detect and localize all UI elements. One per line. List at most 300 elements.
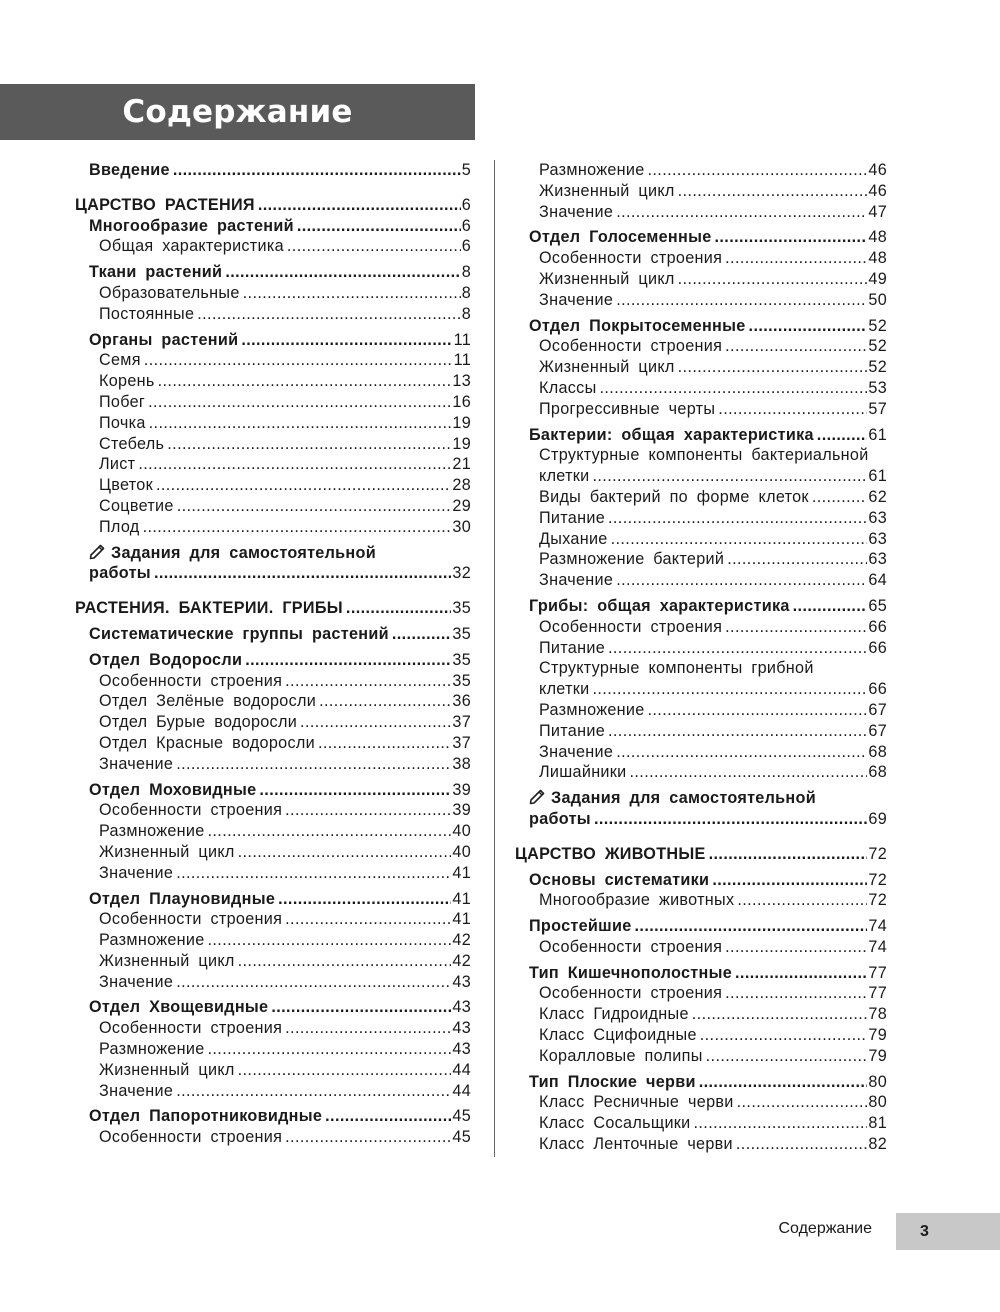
toc-entry-title: Класс Ресничные черви xyxy=(539,1093,734,1112)
toc-entry-page: 46 xyxy=(868,181,887,200)
dot-leader xyxy=(737,890,867,911)
column-divider xyxy=(494,160,495,1157)
toc-entry xyxy=(75,930,471,951)
dot-leader xyxy=(285,1127,451,1148)
dot-leader xyxy=(158,371,452,392)
toc-entry-title: Отдел Голосеменные xyxy=(529,228,712,247)
dot-leader xyxy=(245,650,451,671)
toc-entry-page: 50 xyxy=(868,290,887,309)
toc-entry-page: 63 xyxy=(868,529,887,548)
toc-entry xyxy=(515,508,887,529)
toc-entry xyxy=(75,160,471,181)
toc-entry-page: 8 xyxy=(461,263,471,282)
toc-entry xyxy=(75,972,471,993)
toc-entry-title: Дыхание xyxy=(539,529,608,548)
toc-entry xyxy=(515,1004,887,1025)
toc-entry-page: 13 xyxy=(452,372,471,391)
toc-entry xyxy=(515,269,887,290)
dot-leader xyxy=(319,691,451,712)
toc-entry-title: Значение xyxy=(539,202,614,221)
dot-leader xyxy=(817,425,868,446)
dot-leader xyxy=(318,733,451,754)
dot-leader xyxy=(700,1025,868,1046)
toc-entry xyxy=(75,889,471,910)
toc-entry xyxy=(75,496,471,517)
toc-entry-title: Отдел Покрытосеменные xyxy=(529,316,746,335)
toc-entry-page: 41 xyxy=(452,889,471,908)
toc-entry-page: 37 xyxy=(452,713,471,732)
toc-entry-page: 43 xyxy=(452,972,471,991)
dot-leader xyxy=(608,508,867,529)
toc-entry xyxy=(515,316,887,337)
toc-entry-page: 40 xyxy=(452,842,471,861)
toc-entry-page: 64 xyxy=(868,571,887,590)
toc-entry xyxy=(75,517,471,538)
dot-leader xyxy=(208,930,452,951)
toc-entry xyxy=(75,304,471,325)
toc-entry-page: 77 xyxy=(868,984,887,1003)
toc-entry-page: 30 xyxy=(452,517,471,536)
toc-entry xyxy=(75,951,471,972)
page-number-box xyxy=(896,1213,1000,1250)
dot-leader xyxy=(167,434,451,455)
toc-entry-title: работы xyxy=(529,809,591,828)
toc-entry xyxy=(515,788,887,809)
dot-leader xyxy=(616,570,867,591)
toc-entry-title: Жизненный цикл xyxy=(539,181,675,200)
toc-entry-title: ЦАРСТВО РАСТЕНИЯ xyxy=(75,195,255,214)
dot-leader xyxy=(241,330,452,351)
toc-entry-page: 63 xyxy=(868,550,887,569)
toc-entry-page: 61 xyxy=(868,425,887,444)
toc-entry-title: Тип Кишечнополостные xyxy=(529,963,733,982)
toc-entry-page: 80 xyxy=(868,1072,887,1091)
toc-entry-title: Общая характеристика xyxy=(99,237,284,256)
toc-entry-page: 48 xyxy=(868,228,887,247)
toc-entry xyxy=(515,529,887,550)
toc-entry-title: клетки xyxy=(539,680,590,699)
toc-entry-title: клетки xyxy=(539,467,590,486)
toc-entry xyxy=(75,454,471,475)
dot-leader xyxy=(735,963,867,984)
dot-leader xyxy=(648,700,868,721)
dot-leader xyxy=(611,529,868,550)
toc-entry-title: Ткани растений xyxy=(89,263,223,282)
dot-leader xyxy=(148,392,451,413)
dot-leader xyxy=(737,1092,868,1113)
toc-entry-title: Значение xyxy=(539,742,614,761)
toc-entry xyxy=(515,638,887,659)
dot-leader xyxy=(699,1072,868,1093)
toc-entry-title: Особенности строения xyxy=(539,617,723,636)
toc-entry-page: 39 xyxy=(452,801,471,820)
toc-entry-title: Особенности строения xyxy=(99,910,283,929)
toc-entry-title: Особенности строения xyxy=(539,249,723,268)
dot-leader xyxy=(243,283,461,304)
dot-leader xyxy=(238,842,452,863)
dot-leader xyxy=(176,754,451,775)
toc-entry-page: 44 xyxy=(452,1060,471,1079)
toc-entry-title: Отдел Водоросли xyxy=(89,650,243,669)
toc-entry-page: 77 xyxy=(868,963,887,982)
toc-entry-title: Особенности строения xyxy=(99,671,283,690)
toc-entry-title: Семя xyxy=(99,351,141,370)
dot-leader xyxy=(616,742,867,763)
toc-entry xyxy=(515,1046,887,1067)
toc-entry xyxy=(75,650,471,671)
toc-entry xyxy=(515,248,887,269)
dot-leader xyxy=(725,336,867,357)
toc-entry xyxy=(515,378,887,399)
toc-entry-title: Образовательные xyxy=(99,283,240,302)
dot-leader xyxy=(208,1039,452,1060)
dot-leader xyxy=(156,475,451,496)
toc-entry-page: 67 xyxy=(868,700,887,719)
toc-entry-page: 45 xyxy=(452,1128,471,1147)
dot-leader xyxy=(238,951,452,972)
toc-entry xyxy=(75,733,471,754)
toc-entry xyxy=(75,800,471,821)
dot-leader xyxy=(285,1018,451,1039)
dot-leader xyxy=(608,638,867,659)
toc-entry-title: Отдел Зелёные водоросли xyxy=(99,692,317,711)
toc-entry xyxy=(75,1060,471,1081)
toc-entry-page: 57 xyxy=(868,399,887,418)
toc-right-column xyxy=(515,160,887,1155)
toc-entry-title: Простейшие xyxy=(529,917,632,936)
toc-entry-page: 80 xyxy=(868,1093,887,1112)
toc-entry-title: Побег xyxy=(99,392,146,411)
toc-entry-page: 82 xyxy=(868,1135,887,1154)
toc-entry xyxy=(75,543,471,564)
toc-entry-title: Основы систематики xyxy=(529,870,710,889)
toc-entry xyxy=(515,658,887,679)
toc-entry xyxy=(75,350,471,371)
toc-entry xyxy=(75,236,471,257)
toc-entry-page: 29 xyxy=(452,496,471,515)
toc-entry-page: 43 xyxy=(452,1040,471,1059)
dot-leader xyxy=(725,937,867,958)
dot-leader xyxy=(271,997,451,1018)
dot-leader xyxy=(176,1081,451,1102)
toc-entry-title: Грибы: общая характеристика xyxy=(529,596,790,615)
toc-entry-title: работы xyxy=(89,564,151,583)
dot-leader xyxy=(594,809,867,830)
toc-entry xyxy=(515,742,887,763)
toc-entry xyxy=(515,357,887,378)
toc-entry-title: Размножение xyxy=(99,1040,205,1059)
toc-entry-title: Многообразие растений xyxy=(89,216,294,235)
toc-entry-title: Введение xyxy=(89,161,170,179)
toc-entry-page: 41 xyxy=(452,910,471,929)
toc-entry-page: 42 xyxy=(452,931,471,950)
toc-entry xyxy=(75,1081,471,1102)
dot-leader xyxy=(258,195,461,216)
toc-entry xyxy=(515,844,887,865)
dot-leader xyxy=(725,983,867,1004)
dot-leader xyxy=(725,617,867,638)
dot-leader xyxy=(208,821,452,842)
toc-entry-page: 52 xyxy=(868,316,887,335)
toc-entry-page: 81 xyxy=(868,1114,887,1133)
toc-entry-page: 11 xyxy=(453,351,471,370)
toc-entry xyxy=(75,598,471,619)
dot-leader xyxy=(635,916,868,937)
toc-entry-title: Класс Гидроидные xyxy=(539,1005,689,1024)
toc-entry-page: 65 xyxy=(868,596,887,615)
toc-entry xyxy=(75,863,471,884)
toc-entry-title: Корень xyxy=(99,372,155,391)
toc-entry-title: Коралловые полипы xyxy=(539,1046,703,1065)
toc-entry xyxy=(75,712,471,733)
dot-leader xyxy=(287,236,461,257)
pencil-icon xyxy=(89,544,105,560)
toc-entry xyxy=(515,181,887,202)
toc-entry-title: Отдел Папоротниковидные xyxy=(89,1107,323,1126)
toc-entry-title: Класс Сосальщики xyxy=(539,1114,691,1133)
toc-entry-title: ЦАРСТВО ЖИВОТНЫЕ xyxy=(515,844,706,863)
toc-entry-title: Жизненный цикл xyxy=(99,842,235,861)
toc-entry-page: 35 xyxy=(452,599,471,618)
toc-entry-page: 52 xyxy=(868,337,887,356)
toc-entry xyxy=(515,596,887,617)
toc-entry-title: Размножение xyxy=(99,822,205,841)
toc-entry-page: 8 xyxy=(461,304,471,323)
toc-entry-page: 63 xyxy=(868,508,887,527)
toc-entry-page: 72 xyxy=(868,891,887,910)
toc-entry xyxy=(515,762,887,783)
dot-leader xyxy=(138,454,451,475)
toc-entry-title: Значение xyxy=(99,972,174,991)
dot-leader xyxy=(706,1046,868,1067)
toc-entry-page: 68 xyxy=(868,763,887,782)
toc-entry-title: Соцветие xyxy=(99,496,174,515)
toc-entry-title: Классы xyxy=(539,378,597,397)
toc-entry-title: Лишайники xyxy=(539,763,627,782)
dot-leader xyxy=(678,357,868,378)
toc-entry xyxy=(75,434,471,455)
dot-leader xyxy=(154,563,451,584)
toc-entry-page: 66 xyxy=(868,680,887,699)
toc-entry-page: 39 xyxy=(452,780,471,799)
dot-leader xyxy=(712,870,867,891)
toc-entry-page: 8 xyxy=(461,283,471,302)
toc-entry xyxy=(515,1025,887,1046)
toc-entry-page: 32 xyxy=(452,564,471,583)
toc-entry xyxy=(75,392,471,413)
toc-entry xyxy=(515,399,887,420)
toc-entry-title: Класс Сцифоидные xyxy=(539,1026,697,1045)
toc-entry-title: Отдел Плауновидные xyxy=(89,889,276,908)
toc-entry-title: Жизненный цикл xyxy=(99,951,235,970)
toc-entry-page: 52 xyxy=(868,358,887,377)
toc-entry-title: РАСТЕНИЯ. БАКТЕРИИ. ГРИБЫ xyxy=(75,599,343,618)
toc-entry-title: Отдел Красные водоросли xyxy=(99,733,315,752)
toc-entry-page: 46 xyxy=(868,161,887,179)
toc-entry-page: 19 xyxy=(452,434,471,453)
toc-entry-page: 42 xyxy=(452,951,471,970)
toc-entry-page: 68 xyxy=(868,742,887,761)
toc-entry-page: 11 xyxy=(453,330,471,349)
toc-entry-title: Жизненный цикл xyxy=(99,1060,235,1079)
dot-leader xyxy=(749,316,868,337)
dot-leader xyxy=(173,160,461,181)
toc-left-column xyxy=(75,160,471,1148)
toc-entry xyxy=(75,563,471,584)
toc-entry xyxy=(515,700,887,721)
toc-entry xyxy=(75,1127,471,1148)
toc-entry-title: Размножение xyxy=(99,931,205,950)
toc-entry-title: Особенности строения xyxy=(99,1019,283,1038)
toc-entry xyxy=(515,466,887,487)
dot-leader xyxy=(300,712,451,733)
toc-entry-title: Жизненный цикл xyxy=(539,269,675,288)
toc-entry xyxy=(75,671,471,692)
toc-entry-title: Питание xyxy=(539,508,605,527)
dot-leader xyxy=(197,304,460,325)
toc-entry-page: 6 xyxy=(461,216,471,235)
toc-entry xyxy=(515,1072,887,1093)
toc-entry-page: 38 xyxy=(452,754,471,773)
toc-entry xyxy=(515,1134,887,1155)
dot-leader xyxy=(694,1113,868,1134)
toc-entry xyxy=(75,754,471,775)
toc-entry-title: Тип Плоские черви xyxy=(529,1072,696,1091)
toc-entry-page: 74 xyxy=(868,937,887,956)
toc-entry-page: 49 xyxy=(868,269,887,288)
toc-entry xyxy=(75,330,471,351)
toc-entry xyxy=(515,227,887,248)
toc-entry-page: 35 xyxy=(452,624,471,643)
dot-leader xyxy=(285,909,451,930)
toc-entry-title: Почка xyxy=(99,413,146,432)
dot-leader xyxy=(593,466,868,487)
toc-entry-title: Особенности строения xyxy=(99,1128,283,1147)
toc-entry xyxy=(75,262,471,283)
toc-entry-title: Структурные компоненты грибной xyxy=(539,659,814,678)
toc-entry-title: Питание xyxy=(539,638,605,657)
toc-entry-page: 35 xyxy=(452,650,471,669)
dot-leader xyxy=(736,1134,867,1155)
page-title: Содержание xyxy=(0,84,475,140)
toc-entry xyxy=(515,202,887,223)
dot-leader xyxy=(678,181,868,202)
toc-entry-page: 62 xyxy=(868,487,887,506)
dot-leader xyxy=(285,800,451,821)
toc-entry-page: 66 xyxy=(868,638,887,657)
toc-entry xyxy=(75,371,471,392)
dot-leader xyxy=(793,596,868,617)
toc-entry-page: 28 xyxy=(452,476,471,495)
toc-entry xyxy=(75,842,471,863)
dot-leader xyxy=(144,350,453,371)
toc-entry-title: Постоянные xyxy=(99,304,195,323)
toc-entry xyxy=(515,1092,887,1113)
dot-leader xyxy=(297,216,461,237)
toc-entry-title: Отдел Хвощевидные xyxy=(89,998,269,1017)
toc-entry-title: Размножение бактерий xyxy=(539,550,725,569)
toc-entry-title: Значение xyxy=(539,571,614,590)
toc-entry-title: Систематические группы растений xyxy=(89,624,389,643)
toc-entry-page: 72 xyxy=(868,844,887,863)
toc-entry-title: Структурные компоненты бактериальной xyxy=(539,446,869,465)
toc-entry xyxy=(75,195,471,216)
toc-entry xyxy=(515,445,887,466)
toc-entry-page: 36 xyxy=(452,692,471,711)
dot-leader xyxy=(278,889,451,910)
dot-leader xyxy=(346,598,451,619)
dot-leader xyxy=(616,290,867,311)
toc-entry xyxy=(515,983,887,1004)
toc-entry xyxy=(515,336,887,357)
toc-entry-page: 69 xyxy=(868,809,887,828)
dot-leader xyxy=(593,679,868,700)
toc-entry-title: Размножение xyxy=(539,700,645,719)
dot-leader xyxy=(608,721,867,742)
toc-entry-title: Особенности строения xyxy=(539,937,723,956)
toc-entry-page: 35 xyxy=(452,671,471,690)
dot-leader xyxy=(176,972,451,993)
toc-entry xyxy=(515,870,887,891)
toc-entry-page: 53 xyxy=(868,378,887,397)
toc-entry xyxy=(75,1018,471,1039)
toc-entry xyxy=(515,937,887,958)
toc-entry-page: 43 xyxy=(452,1019,471,1038)
toc-entry-title: Значение xyxy=(99,1081,174,1100)
toc-entry-title: Особенности строения xyxy=(539,984,723,1003)
toc-entry-title: Отдел Бурые водоросли xyxy=(99,713,298,732)
toc-entry-page: 37 xyxy=(452,733,471,752)
toc-entry xyxy=(515,721,887,742)
toc-entry xyxy=(75,909,471,930)
dot-leader xyxy=(616,202,867,223)
dot-leader xyxy=(709,844,868,865)
toc-entry-page: 5 xyxy=(461,161,471,179)
toc-entry-title: Особенности строения xyxy=(539,337,723,356)
toc-entry-title: Органы растений xyxy=(89,330,239,349)
toc-entry xyxy=(75,413,471,434)
dot-leader xyxy=(692,1004,868,1025)
toc-entry-page: 79 xyxy=(868,1026,887,1045)
toc-entry-title: Питание xyxy=(539,721,605,740)
toc-entry-page: 48 xyxy=(868,249,887,268)
toc-entry-title: Виды бактерий по форме клеток xyxy=(539,487,809,506)
toc-entry-page: 40 xyxy=(452,822,471,841)
toc-entry-title: Цветок xyxy=(99,476,153,495)
toc-entry-page: 67 xyxy=(868,721,887,740)
dot-leader xyxy=(143,517,452,538)
toc-entry-page: 61 xyxy=(868,467,887,486)
toc-entry-page: 19 xyxy=(452,413,471,432)
toc-entry-page: 16 xyxy=(452,392,471,411)
toc-entry-page: 45 xyxy=(452,1107,471,1126)
toc-entry xyxy=(515,679,887,700)
toc-entry-title: Плод xyxy=(99,517,140,536)
toc-entry-page: 44 xyxy=(452,1081,471,1100)
dot-leader xyxy=(678,269,868,290)
toc-entry xyxy=(515,890,887,911)
dot-leader xyxy=(725,248,867,269)
dot-leader xyxy=(727,549,867,570)
toc-entry xyxy=(515,617,887,638)
footer-section-title: Содержание xyxy=(778,1220,872,1237)
toc-entry-title: Прогрессивные черты xyxy=(539,399,716,418)
toc-entry-title: Отдел Моховидные xyxy=(89,780,257,799)
toc-entry-title: Задания для самостоятельной xyxy=(111,543,376,562)
toc-entry-title: Многообразие животных xyxy=(539,891,735,910)
toc-entry-title: Лист xyxy=(99,455,136,474)
toc-entry xyxy=(515,160,887,181)
